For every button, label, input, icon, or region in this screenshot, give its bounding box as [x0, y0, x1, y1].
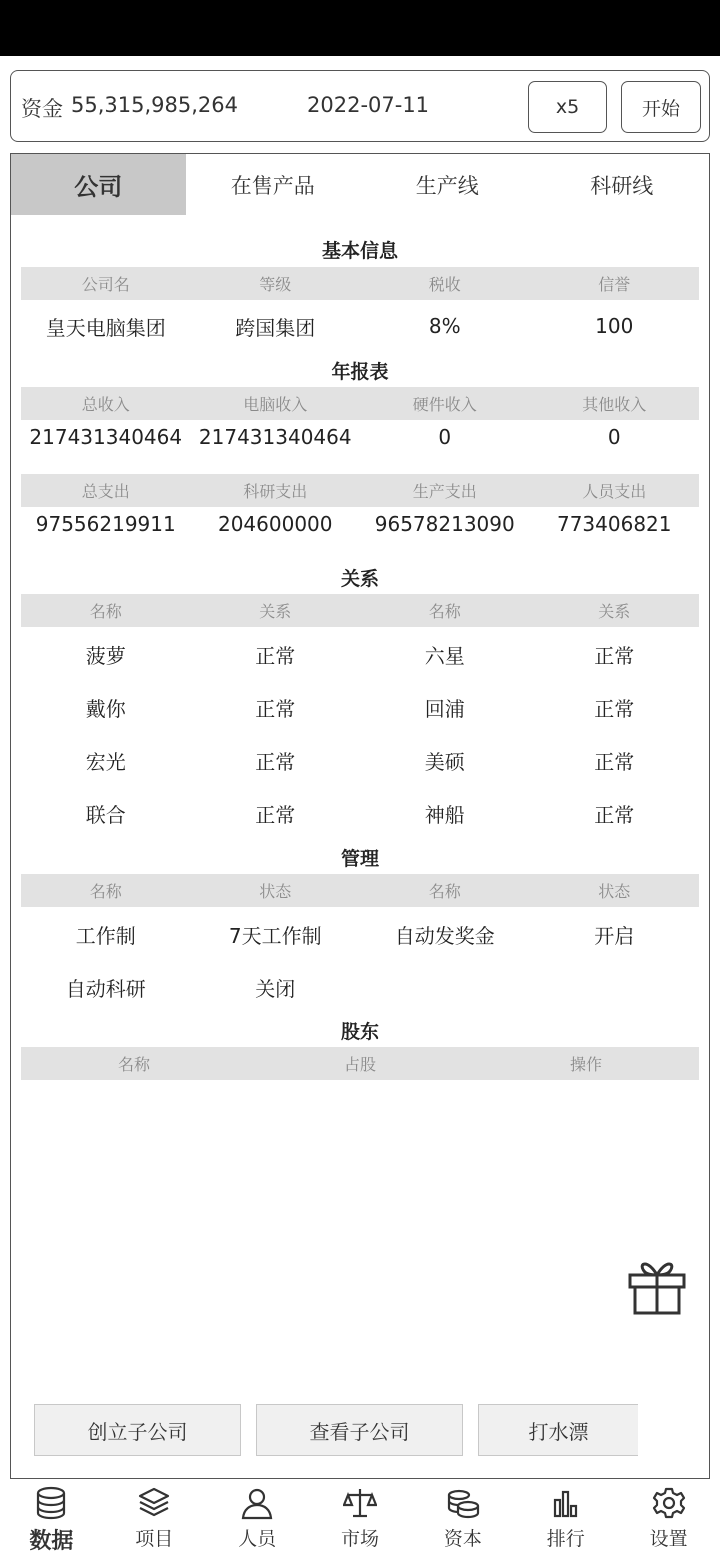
column-header: 电脑收入 [243, 395, 308, 414]
gift-icon[interactable] [626, 1255, 688, 1315]
reputation: 100 [595, 314, 634, 338]
nav-data[interactable] [0, 1480, 103, 1560]
nav-label: 设置 [649, 1528, 688, 1550]
layers-icon [137, 1486, 171, 1520]
bottom-nav [0, 1480, 720, 1560]
database-icon [34, 1486, 68, 1520]
relation-status: 正常 [255, 643, 296, 668]
relation-row [21, 740, 699, 780]
relation-row [21, 687, 699, 727]
computer-income: 217431340464 [198, 425, 352, 449]
relation-row [21, 793, 699, 833]
expense-row [21, 504, 699, 544]
column-header: 操作 [569, 1055, 602, 1074]
income-row [21, 417, 699, 457]
company-name: 皇天电脑集团 [45, 315, 166, 340]
relation-company: 菠萝 [85, 643, 126, 668]
column-header: 名称 [89, 602, 122, 621]
nav-label: 人员 [238, 1528, 277, 1550]
relations-title: 关系 [340, 568, 379, 590]
column-header: 科研支出 [243, 482, 308, 501]
basic-info-row [21, 306, 699, 346]
column-header: 名称 [89, 882, 122, 901]
relation-status: 正常 [594, 696, 635, 721]
nav-label: 数据 [29, 1529, 74, 1554]
relation-company: 回浦 [424, 696, 465, 721]
column-header: 名称 [117, 1055, 150, 1074]
total-expense: 97556219911 [35, 512, 176, 536]
column-header: 状态 [259, 882, 292, 901]
nav-label: 市场 [341, 1528, 380, 1550]
column-header: 关系 [598, 602, 631, 621]
nav-settings[interactable] [617, 1480, 720, 1560]
tax-rate: 8% [428, 314, 461, 338]
gear-icon [652, 1486, 686, 1520]
scale-icon [343, 1486, 377, 1520]
management-name: 工作制 [75, 923, 136, 948]
nav-label: 排行 [546, 1528, 585, 1550]
column-header: 等级 [259, 275, 292, 294]
speed-button[interactable]: x5 [528, 81, 607, 133]
column-header: 税收 [428, 275, 461, 294]
column-header: 占股 [343, 1055, 376, 1074]
relation-company: 神船 [424, 802, 465, 827]
relation-company: 联合 [85, 802, 126, 827]
column-header: 关系 [259, 602, 292, 621]
tab-bar [11, 154, 709, 215]
float-money-button[interactable]: 打水漂 [478, 1404, 638, 1456]
nav-market[interactable] [309, 1480, 412, 1560]
column-header: 公司名 [81, 275, 130, 294]
management-header [21, 874, 699, 907]
work-schedule-toggle[interactable]: 7天工作制 [228, 923, 322, 948]
tab-research-lines[interactable]: 科研线 [590, 173, 654, 198]
create-subsidiary-button[interactable]: 创立子公司 [34, 1404, 241, 1456]
view-subsidiary-button[interactable]: 查看子公司 [256, 1404, 463, 1456]
tab-production-lines[interactable]: 生产线 [415, 173, 479, 198]
company-level: 跨国集团 [235, 315, 316, 340]
shareholders-header [21, 1047, 699, 1080]
management-row [21, 967, 699, 1007]
auto-bonus-toggle[interactable]: 开启 [594, 923, 635, 948]
column-header: 名称 [428, 602, 461, 621]
column-header: 其他收入 [582, 395, 647, 414]
column-header: 状态 [598, 882, 631, 901]
column-header: 信誉 [598, 275, 631, 294]
basic-info-title: 基本信息 [321, 240, 398, 262]
auto-research-toggle[interactable]: 关闭 [255, 976, 296, 1001]
nav-staff[interactable] [206, 1480, 309, 1560]
ranking-icon [549, 1486, 583, 1520]
income-header [21, 387, 699, 420]
column-header: 总收入 [81, 395, 130, 414]
relation-company: 宏光 [85, 749, 126, 774]
relation-status: 正常 [255, 749, 296, 774]
funds-label: 资金 [21, 97, 63, 121]
relation-status: 正常 [594, 643, 635, 668]
tab-products[interactable]: 在售产品 [230, 173, 315, 198]
column-header: 人员支出 [582, 482, 647, 501]
status-bar [0, 0, 720, 56]
person-icon [240, 1486, 274, 1520]
management-name: 自动发奖金 [394, 923, 495, 948]
game-date: 2022-07-11 [307, 93, 430, 117]
production-expense: 96578213090 [374, 512, 515, 536]
nav-ranking[interactable] [514, 1480, 617, 1560]
relation-company: 美硕 [424, 749, 465, 774]
other-income: 0 [607, 425, 621, 449]
column-header: 名称 [428, 882, 461, 901]
hardware-income: 0 [438, 425, 452, 449]
column-header: 总支出 [81, 482, 130, 501]
start-button[interactable]: 开始 [621, 81, 701, 133]
relation-status: 正常 [594, 802, 635, 827]
basic-info-header [21, 267, 699, 300]
relation-status: 正常 [594, 749, 635, 774]
total-income: 217431340464 [29, 425, 183, 449]
tab-company[interactable]: 公司 [11, 154, 186, 215]
main-panel [10, 153, 710, 1479]
relation-company: 戴你 [85, 696, 126, 721]
action-buttons [34, 1404, 694, 1456]
column-header: 硬件收入 [412, 395, 477, 414]
shareholders-title: 股东 [340, 1021, 379, 1043]
nav-projects[interactable] [103, 1480, 206, 1560]
top-panel [10, 70, 710, 142]
research-expense: 204600000 [217, 512, 333, 536]
relation-status: 正常 [255, 696, 296, 721]
management-title: 管理 [340, 848, 379, 870]
nav-label: 资本 [443, 1528, 482, 1550]
funds-value: 55,315,985,264 [71, 93, 238, 117]
management-name: 自动科研 [65, 976, 146, 1001]
staff-expense: 773406821 [556, 512, 672, 536]
column-header: 生产支出 [412, 482, 477, 501]
nav-label: 项目 [135, 1528, 174, 1550]
relation-company: 六星 [424, 643, 465, 668]
relation-status: 正常 [255, 802, 296, 827]
management-row [21, 914, 699, 954]
coins-icon [446, 1486, 480, 1520]
annual-report-title: 年报表 [331, 361, 389, 383]
expense-header [21, 474, 699, 507]
nav-capital[interactable] [411, 1480, 514, 1560]
relations-header [21, 594, 699, 627]
relation-row [21, 634, 699, 674]
